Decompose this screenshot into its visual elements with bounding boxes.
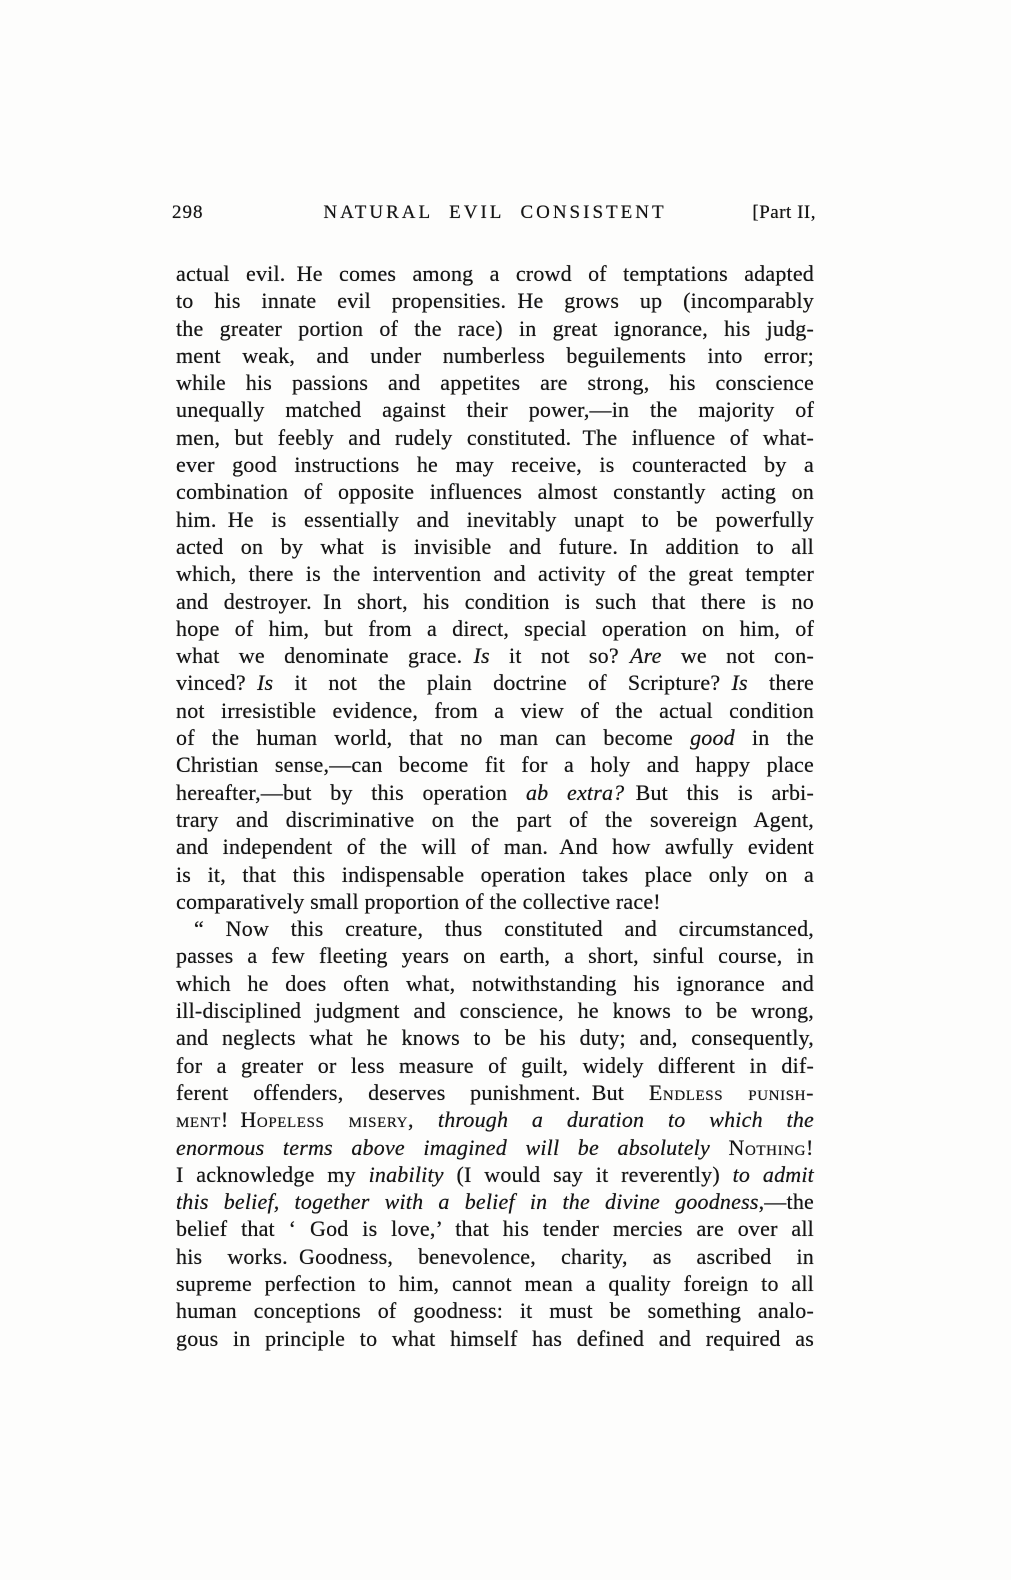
text-line: passes a few fleeting years on earth, a short, sinful course, in [176, 943, 814, 969]
text-line: ment weak, and under numberless beguilements into error; [176, 342, 814, 368]
text-line: I acknowledge my inability (I would say it reverently) to admit [176, 1161, 814, 1187]
text-line: hope of him, but from a direct, special operation on him, of [176, 615, 814, 641]
text-line: men, but feebly and rudely constituted. The influence of what- [176, 424, 814, 450]
text-line: ill-disciplined judgment and conscience, he knows to be wrong, [176, 998, 814, 1024]
text-line: and destroyer. In short, his condition is such that there is no [176, 588, 814, 614]
text-line: to his innate evil propensities. He grows up (incomparably [176, 288, 814, 314]
text-line: supreme perfection to him, cannot mean a quality foreign to all [176, 1270, 814, 1296]
text-line: him. He is essentially and inevitably unapt to be powerfully [176, 506, 814, 532]
text-line: acted on by what is invisible and future. In addition to all [176, 533, 814, 559]
running-head [172, 202, 816, 232]
text-line: while his passions and appetites are strong, his conscience [176, 370, 814, 396]
text-line: the greater portion of the race) in great ignorance, his judg- [176, 315, 814, 341]
text-column [172, 202, 816, 1351]
part-label: [Part II, [752, 202, 816, 223]
text-line: “ Now this creature, thus constituted and circumstanced, [194, 916, 814, 942]
text-line: combination of opposite influences almost constantly acting on [176, 479, 814, 505]
text-line: gous in principle to what himself has defined and required as [176, 1325, 814, 1351]
text-line: trary and discriminative on the part of the sovereign Agent, [176, 806, 814, 832]
text-line: is it, that this indispensable operation takes place only on a [176, 861, 814, 887]
page-number: 298 [172, 202, 204, 223]
text-line: enormous terms above imagined will be absolutely Nothing! [176, 1134, 814, 1160]
text-line: actual evil. He comes among a crowd of temptations adapted [176, 261, 814, 286]
text-line: ment! Hopeless misery, through a duration to which the [176, 1107, 815, 1133]
body-text [176, 260, 814, 1352]
text-line: Christian sense,—can become fit for a holy and happy place [176, 752, 814, 778]
text-line: belief that ‘ God is love,’ that his tender mercies are over all [176, 1216, 814, 1242]
running-title: NATURAL EVIL CONSISTENT [323, 202, 667, 223]
text-line: hereafter,—but by this operation ab extra? But this is arbi- [176, 779, 814, 805]
text-line: and neglects what he knows to be his duty; and, consequently, [176, 1025, 814, 1051]
text-line: and independent of the will of man. And how awfully evident [176, 834, 814, 860]
text-line: vinced? Is it not the plain doctrine of Scripture? Is there [176, 670, 814, 696]
text-line: which, there is the intervention and activity of the great tempter [176, 561, 814, 587]
text-line: ever good instructions he may receive, is counteracted by a [176, 452, 814, 478]
text-line: comparatively small proportion of the collective race! [176, 888, 661, 914]
text-line: not irresistible evidence, from a view of the actual condition [176, 697, 814, 723]
text-line: his works. Goodness, benevolence, charity, as ascribed in [176, 1243, 814, 1269]
text-line: for a greater or less measure of guilt, widely different in dif- [176, 1052, 814, 1078]
text-line: ferent offenders, deserves punishment. But Endless punish- [176, 1079, 814, 1105]
text-line: of the human world, that no man can become good in the [176, 725, 815, 751]
text-line: this belief, together with a belief in the divine goodness,—the [176, 1189, 814, 1215]
text-line: which he does often what, notwithstanding his ignorance and [176, 970, 814, 996]
text-line: human conceptions of goodness: it must be something analo- [176, 1298, 814, 1324]
text-line: unequally matched against their power,—in the majority of [176, 397, 814, 423]
text-line: what we denominate grace. Is it not so? Are we not con- [176, 643, 814, 669]
